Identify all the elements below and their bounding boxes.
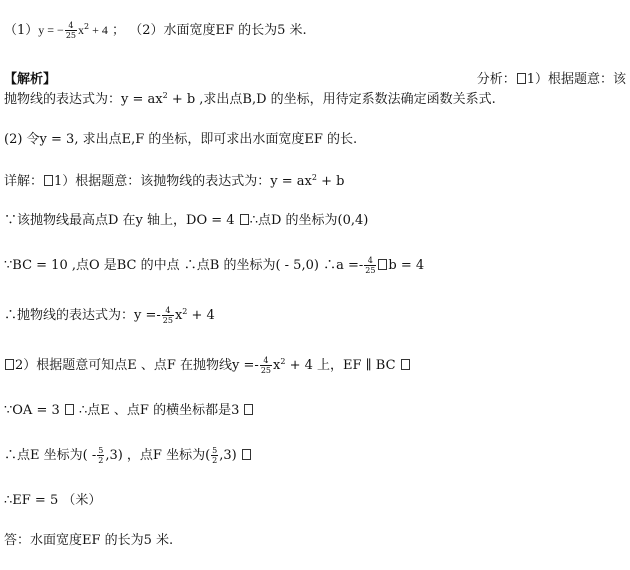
analysis-line-2-start: 抛物线的表达式为：y = ax [4, 92, 163, 107]
detail-line-7-fraction-1 [97, 446, 104, 465]
detail-label: 详解： [4, 174, 44, 189]
fraction-denominator: 25 [260, 366, 271, 375]
missing-glyph-box [517, 73, 526, 84]
answer-fraction-denominator: 25 [65, 31, 77, 40]
detail-line-5-var: x [273, 358, 281, 373]
fraction-denominator: 2 [98, 456, 104, 465]
missing-glyph-box [44, 175, 53, 186]
missing-glyph-box [5, 359, 14, 370]
detail-line-2 [4, 211, 368, 231]
detail-line-2-start: ∵该抛物线最高点D 在y 轴上，DO = 4 [4, 213, 239, 228]
fraction-numerator: 5 [98, 446, 104, 455]
analysis-line-2-end: + b ,求出点B,D 的坐标，用待定系数法确定函数关系式. [167, 92, 496, 107]
answer-part1-eq-end: + 4 [89, 23, 108, 37]
detail-line-2-end: ∴点D 的坐标为(0,4) [249, 213, 369, 228]
detail-line-3-end: b = 4 [388, 258, 425, 273]
detail-line-3 [4, 256, 424, 276]
detail-line-6-end: ∴点E 、点F 的横坐标都是3 [74, 403, 244, 418]
analysis-summary-start [477, 70, 626, 90]
fraction-numerator: 4 [364, 256, 376, 266]
detail-line-8: ∴EF = 5 （米） [4, 493, 102, 508]
fraction-numerator: 5 [212, 446, 218, 455]
answer-fraction [65, 21, 77, 40]
missing-glyph-box [378, 259, 387, 270]
detail-line-7-start: ∴点E 坐标为( - [4, 448, 97, 463]
detail-line-3-fraction [364, 256, 376, 275]
answer-fraction-numerator: 4 [65, 21, 77, 31]
detail-line-5-end: + 4 上，EF ∥ BC [285, 358, 400, 373]
detail-line-1-end: + b [316, 174, 345, 189]
missing-glyph-box [240, 214, 249, 225]
detail-line-4-var: x [174, 308, 183, 323]
detail-line-7-fraction-2 [211, 446, 218, 465]
analysis-line-2-exponent: 2 [162, 91, 168, 100]
fraction-denominator: 25 [365, 266, 376, 275]
missing-glyph-box [242, 449, 251, 460]
detail-line-4-end: + 4 [187, 308, 215, 323]
detail-line-6 [4, 401, 254, 421]
answer-part2: （2）水面宽度EF 的长为5 米. [129, 23, 307, 38]
answer-part1-var: x [78, 23, 85, 37]
missing-glyph-box [65, 404, 74, 415]
detail-line-4-start: ∴抛物线的表达式为：y =- [4, 308, 161, 323]
fraction-denominator: 2 [212, 456, 218, 465]
missing-glyph-box [401, 359, 410, 370]
detail-line-1-exponent: 2 [311, 173, 317, 182]
detail-line-5-fraction [260, 356, 272, 375]
missing-glyph-box [244, 404, 253, 415]
detail-line-4-exponent: 2 [182, 307, 188, 316]
final-answer: 答：水面宽度EF 的长为5 米. [4, 533, 174, 548]
detail-line-4 [4, 306, 215, 326]
detail-line-3-start: ∵BC = 10 ,点O 是BC 的中点 ∴点B 的坐标为( - 5,0) ∴a =- [4, 258, 364, 273]
detail-line-5-start: 2）根据题意可知点E 、点F 在抛物线y =- [15, 358, 259, 373]
detail-line-1-text: 1）根据题意：该抛物线的表达式为：y = ax [54, 174, 312, 189]
answer-line [4, 20, 307, 41]
answer-part1-eq-start: y = − [38, 23, 64, 37]
analysis-line-2 [4, 90, 496, 110]
fraction-denominator: 25 [162, 316, 173, 325]
detail-line-4-fraction [162, 306, 174, 325]
detail-line-5 [4, 356, 411, 376]
fraction-numerator: 4 [162, 306, 174, 316]
answer-separator: ； [112, 23, 126, 38]
detail-line-7-end: ,3) [219, 448, 241, 463]
analysis-item-1: 1）根据题意：该 [526, 72, 626, 87]
detail-line-6-start: ∵OA = 3 [4, 403, 64, 418]
detail-line-5-exponent: 2 [280, 357, 286, 366]
analysis-line-3: (2) 令y = 3, 求出点E,F 的坐标，即可求出水面宽度EF 的长. [4, 132, 358, 147]
fraction-numerator: 4 [260, 356, 272, 366]
analysis-label: 分析： [476, 72, 516, 87]
detail-line-7 [4, 446, 252, 466]
detail-line-1 [4, 172, 344, 192]
answer-part1-label: （1） [4, 23, 39, 38]
answer-part1-exponent: 2 [84, 22, 90, 31]
analysis-header: 【解析】 [4, 72, 57, 87]
detail-line-7-middle: ,3) ，点F 坐标为( [105, 448, 211, 463]
